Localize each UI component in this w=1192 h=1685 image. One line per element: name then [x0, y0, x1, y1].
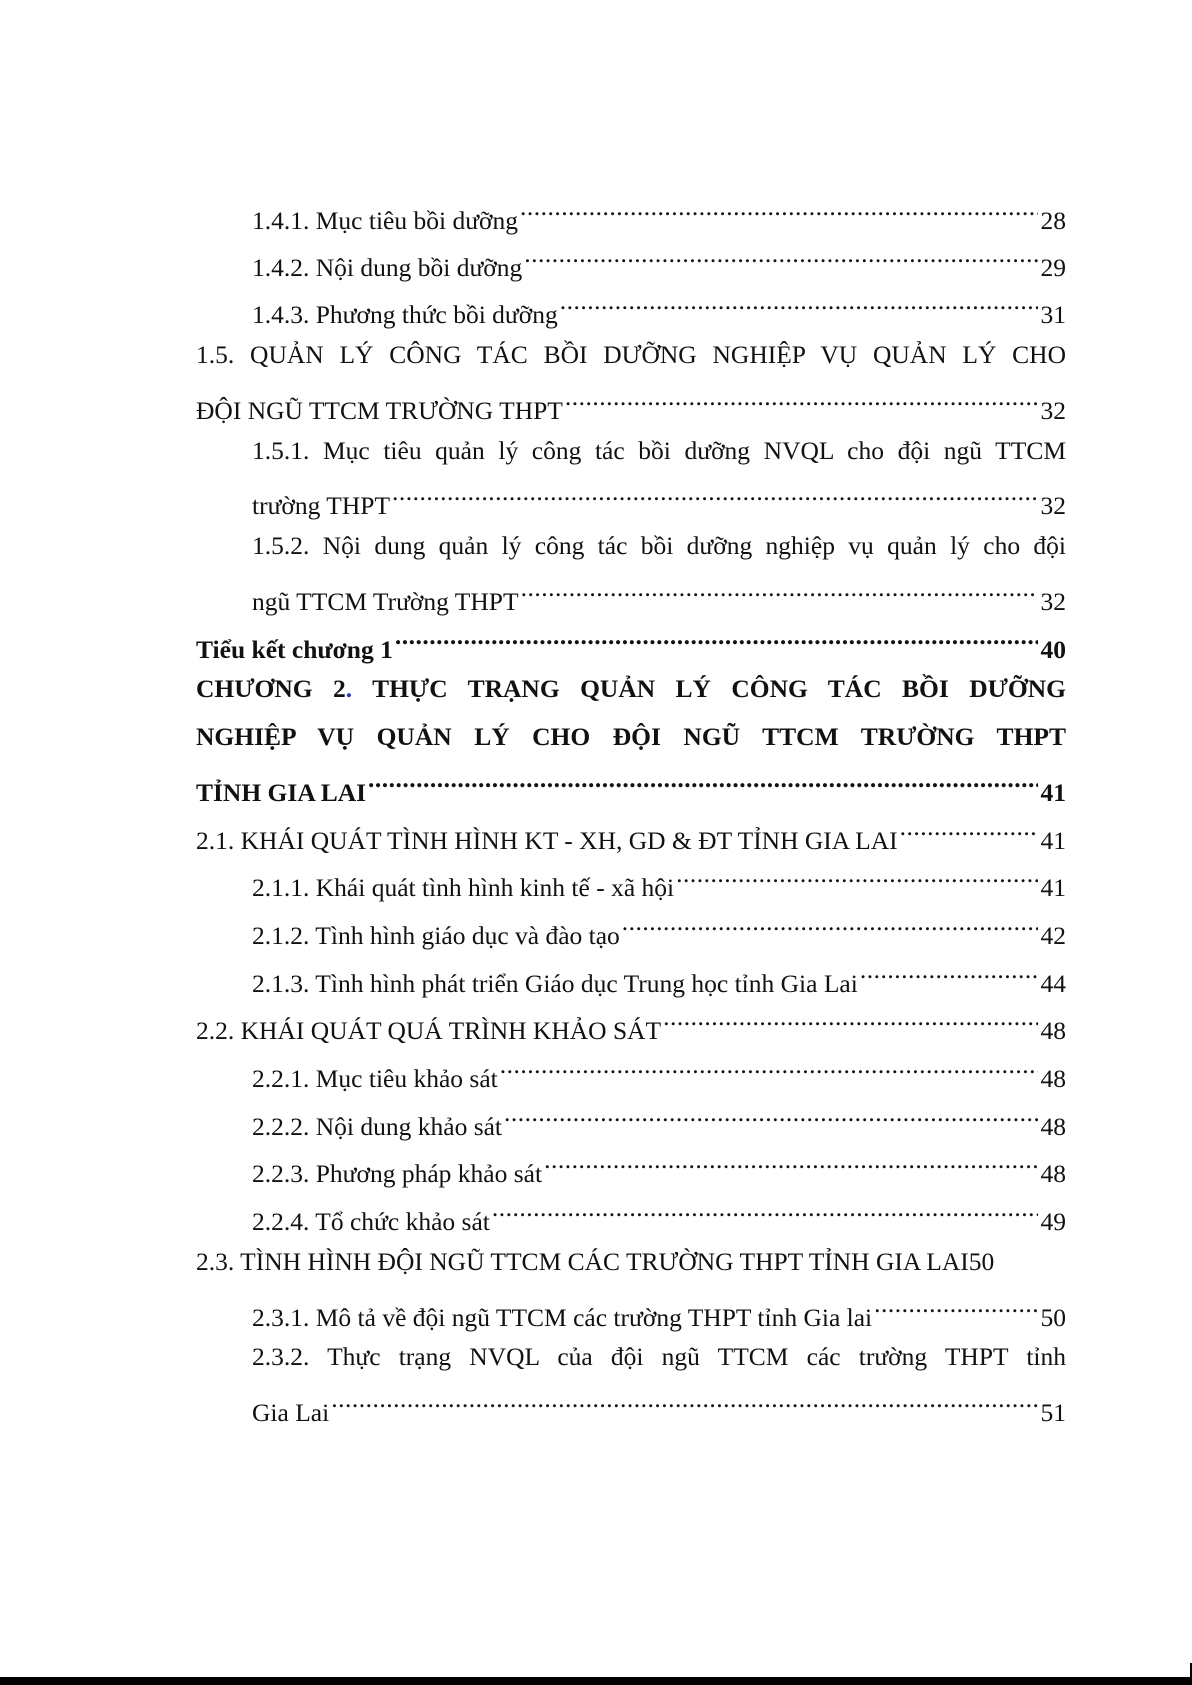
leader-dots: [504, 1103, 1037, 1135]
leader-dots: [874, 1294, 1037, 1326]
toc-entry-wrapped: [252, 435, 1066, 467]
leader-dots: [560, 291, 1038, 323]
toc-entry: [196, 1246, 1080, 1278]
toc-entry-title: trường THPT: [252, 491, 391, 520]
toc-entry: [252, 291, 1066, 331]
toc-entry-title: TỈNH GIA LAI: [196, 778, 367, 807]
toc-entry: [252, 1103, 1066, 1143]
toc-entry-wrapped: [196, 721, 1066, 753]
toc-entry: [252, 244, 1066, 284]
toc-entry: [252, 1198, 1066, 1238]
toc-entry-page: 32: [1040, 587, 1066, 616]
toc-entry-page: 32: [1040, 491, 1066, 520]
toc-entry: [252, 864, 1066, 904]
toc-entry-page: 28: [1040, 206, 1066, 235]
toc-entry-page: 32: [1040, 396, 1066, 425]
toc-entry: [196, 387, 1066, 427]
leader-dots: [395, 626, 1038, 658]
toc-entry-wrapped: [196, 339, 1066, 371]
toc-entry: [252, 1389, 1066, 1429]
toc-entry: [252, 960, 1066, 1000]
toc-entry-title: Tiểu kết chương 1: [196, 635, 393, 664]
leader-dots: [521, 578, 1038, 610]
leader-dots: [860, 960, 1038, 992]
leader-dots: [520, 197, 1038, 229]
toc-entry-title: 2.1.1. Khái quát tình hình kinh tế - xã hội: [252, 873, 675, 902]
toc-entry-wrapped: [252, 1341, 1066, 1373]
toc-entry-title: 2.3.2. Thực trạng NVQL của đội ngũ TTCM các trường THPT tỉnh: [252, 1342, 1066, 1371]
toc-entry-page: 48: [1040, 1159, 1066, 1188]
leader-dots: [368, 769, 1037, 801]
toc-entry: [252, 1150, 1066, 1190]
toc-entry: [196, 626, 1066, 666]
toc-entry: [196, 1007, 1066, 1047]
toc-entry: [196, 769, 1066, 809]
toc-entry-title: 2.2.4. Tổ chức khảo sát: [252, 1207, 490, 1236]
leader-dots: [900, 817, 1038, 849]
toc-entry-page: 48: [1040, 1016, 1066, 1045]
toc-entry-title: ngũ TTCM Trường THPT: [252, 587, 519, 616]
leader-dots: [565, 387, 1038, 419]
leader-dots: [524, 244, 1037, 276]
toc-entry-page: 48: [1040, 1064, 1066, 1093]
toc-entry-title: 1.5.2. Nội dung quản lý công tác bồi dưỡng nghiệp vụ quản lý cho đội: [252, 531, 1066, 560]
page-bottom-edge: [0, 1677, 1192, 1685]
leader-dots: [663, 1007, 1037, 1039]
toc-entry-page: 51: [1040, 1398, 1066, 1427]
toc-entry: [252, 912, 1066, 952]
toc-entry-title: 1.4.3. Phương thức bồi dưỡng: [252, 300, 558, 329]
toc-entry-title: 1.4.2. Nội dung bồi dưỡng: [252, 253, 523, 282]
toc-entry-title: [196, 673, 1066, 705]
toc-entry: [252, 1294, 1066, 1334]
toc-entry-page: 48: [1040, 1112, 1066, 1141]
toc-entry-page: 44: [1040, 969, 1066, 998]
toc-entry-page: 50: [1040, 1303, 1066, 1332]
toc-entry-title: 2.2.2. Nội dung khảo sát: [252, 1112, 503, 1141]
toc-entry-page: 31: [1040, 300, 1066, 329]
toc-entry-title: 2.2.3. Phương pháp khảo sát: [252, 1159, 543, 1188]
leader-dots: [500, 1055, 1038, 1087]
toc-entry: [252, 482, 1066, 522]
leader-dots: [392, 482, 1037, 514]
leader-dots: [622, 912, 1038, 944]
toc-entry-title: 2.3.1. Mô tả về đội ngũ TTCM các trường THPT tỉnh Gia lai: [252, 1303, 873, 1332]
toc-entry-page: 41: [1040, 826, 1066, 855]
toc-entry-page: 49: [1040, 1207, 1066, 1236]
toc-chapter-heading: [196, 673, 1066, 705]
toc-entry-page: 29: [1040, 253, 1066, 282]
toc-entry-page: 42: [1040, 921, 1066, 950]
toc-entry-title: 2.1. KHÁI QUÁT TÌNH HÌNH KT - XH, GD & ĐT TỈNH GIA LAI: [196, 826, 898, 855]
leader-dots: [331, 1389, 1037, 1421]
chapter-title-part: THỰC TRẠNG QUẢN LÝ CÔNG TÁC BỒI DƯỠNG: [352, 674, 1066, 703]
toc-entry-title: ĐỘI NGŨ TTCM TRƯỜNG THPT: [196, 396, 563, 425]
toc-entry-title: 1.5.1. Mục tiêu quản lý công tác bồi dưỡng NVQL cho đội ngũ TTCM: [252, 436, 1066, 465]
toc-entry-wrapped: [252, 530, 1066, 562]
toc-entry-title: 2.3. TÌNH HÌNH ĐỘI NGŨ TTCM CÁC TRƯỜNG THPT TỈNH GIA LAI50: [196, 1247, 995, 1276]
leader-dots: [676, 864, 1037, 896]
toc-entry: [252, 197, 1066, 237]
toc-entry-page: 41: [1040, 873, 1066, 902]
leader-dots: [544, 1150, 1037, 1182]
toc-entry-title: 2.2. KHÁI QUÁT QUÁ TRÌNH KHẢO SÁT: [196, 1016, 662, 1045]
toc-entry-title: 1.4.1. Mục tiêu bồi dưỡng: [252, 206, 518, 235]
chapter-dot: .: [345, 674, 353, 703]
toc-entry-title: 2.2.1. Mục tiêu khảo sát: [252, 1064, 498, 1093]
toc-entry-title: NGHIỆP VỤ QUẢN LÝ CHO ĐỘI NGŨ TTCM TRƯỜNG THPT: [196, 722, 1066, 751]
toc-entry-title: 2.1.3. Tình hình phát triển Giáo dục Trung học tỉnh Gia Lai: [252, 969, 858, 998]
toc-entry-title: 1.5. QUẢN LÝ CÔNG TÁC BỒI DƯỠNG NGHIỆP VỤ QUẢN LÝ CHO: [196, 340, 1066, 369]
leader-dots: [492, 1198, 1038, 1230]
toc-entry-title: 2.1.2. Tình hình giáo dục và đào tạo: [252, 921, 620, 950]
toc-entry: [196, 817, 1066, 857]
toc-entry: [252, 578, 1066, 618]
toc-entry: [252, 1055, 1066, 1095]
toc-entry-title: Gia Lai: [252, 1398, 330, 1427]
chapter-label: CHƯƠNG 2: [196, 674, 346, 703]
toc-entry-page: 41: [1040, 778, 1066, 807]
toc-entry-page: 40: [1040, 635, 1066, 664]
